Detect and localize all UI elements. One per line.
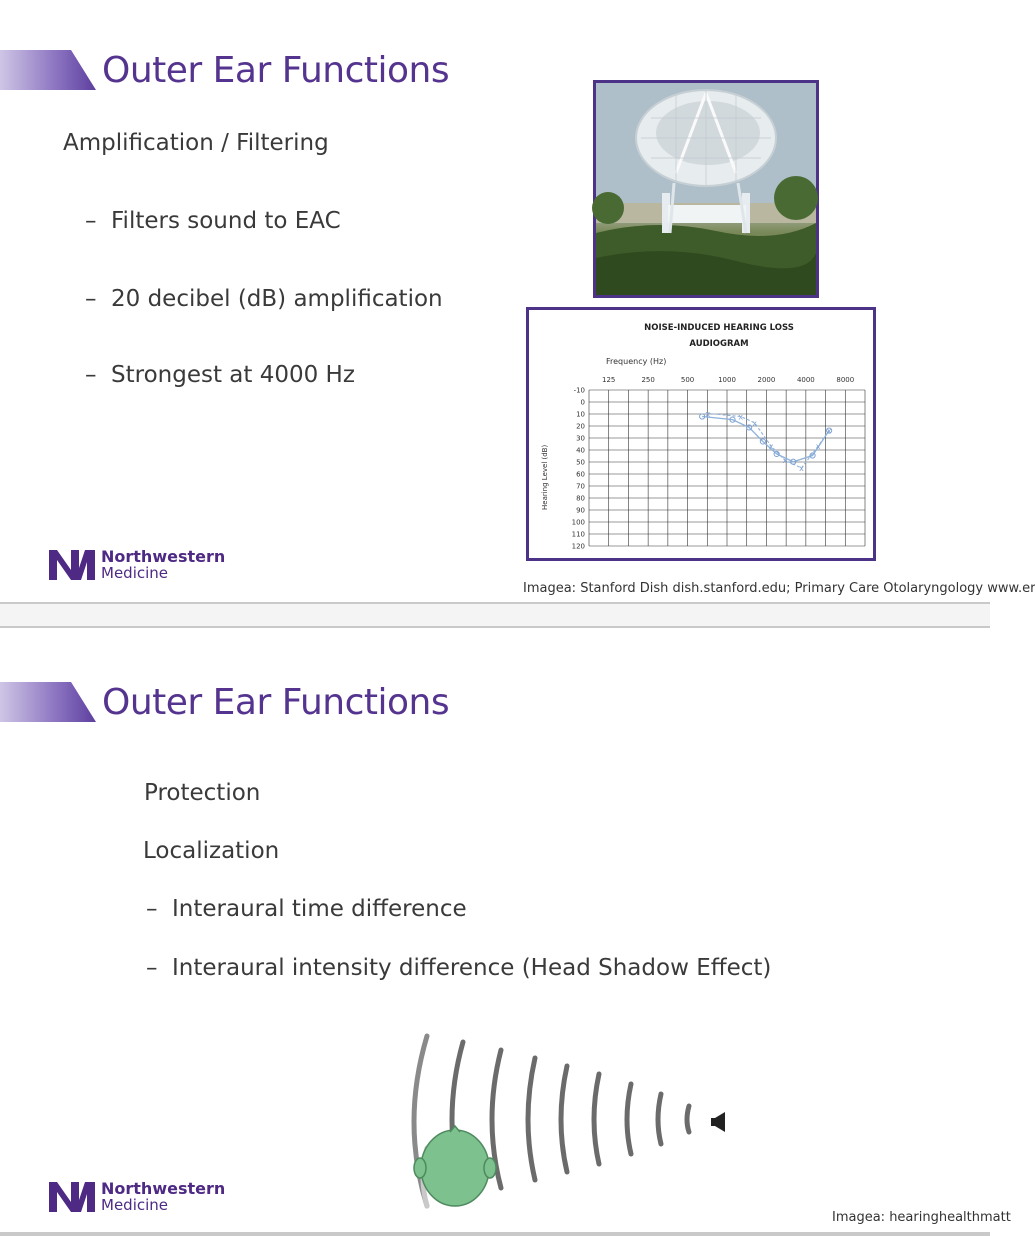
audiogram-title-1: NOISE-INDUCED HEARING LOSS bbox=[644, 323, 794, 333]
audiogram-point: x bbox=[799, 464, 804, 473]
audiogram-figure bbox=[526, 307, 876, 561]
bullet-item bbox=[85, 208, 341, 234]
logo-name: Northwestern bbox=[101, 547, 226, 566]
bullet-text: 20 decibel (dB) amplification bbox=[111, 286, 443, 312]
northwestern-medicine-logo bbox=[49, 1181, 225, 1213]
level-tick-label: 100 bbox=[571, 518, 585, 527]
bullet-text: Interaural time difference bbox=[172, 896, 467, 922]
bullet-item bbox=[85, 286, 443, 312]
level-tick-label: 50 bbox=[576, 458, 585, 467]
list-item: Localization bbox=[143, 838, 280, 864]
audiogram-point: x bbox=[738, 412, 744, 422]
audiogram-curve bbox=[700, 409, 832, 473]
level-tick-label: 110 bbox=[571, 530, 585, 539]
bullet-text: Interaural intensity difference (Head Shadow Effect) bbox=[172, 955, 772, 981]
audiogram-grid bbox=[589, 390, 865, 546]
logo-sub: Medicine bbox=[101, 1196, 169, 1214]
audiogram-line-left bbox=[708, 413, 829, 468]
bullet-dash: – bbox=[85, 286, 97, 312]
level-tick-label: 30 bbox=[576, 434, 585, 443]
frequency-tick-label: 125 bbox=[602, 376, 616, 384]
image-caption: Imagea: hearinghealthmatt bbox=[832, 1210, 1011, 1225]
slide-2 bbox=[0, 628, 1011, 1234]
bottom-border bbox=[0, 1232, 990, 1236]
audiogram-title-2: AUDIOGRAM bbox=[689, 339, 749, 349]
head-shadow-illustration bbox=[405, 1028, 745, 1218]
northwestern-medicine-logo bbox=[49, 549, 225, 581]
bullet-dash: – bbox=[85, 208, 97, 234]
dish-illustration bbox=[596, 83, 816, 295]
logo-sub: Medicine bbox=[101, 564, 169, 582]
level-tick-label: -10 bbox=[573, 386, 585, 395]
frequency-tick-label: 8000 bbox=[836, 376, 855, 384]
level-tick-label: 10 bbox=[576, 410, 585, 419]
level-tick-label: 0 bbox=[580, 398, 585, 407]
audiogram-point: x bbox=[752, 418, 757, 428]
frequency-tick-label: 500 bbox=[680, 376, 695, 384]
bullet-item bbox=[146, 896, 467, 922]
audiogram-point: x bbox=[782, 456, 788, 466]
level-tick-label: 20 bbox=[576, 422, 585, 431]
audiogram-point: x bbox=[705, 409, 711, 419]
level-tick-label: 90 bbox=[576, 506, 585, 515]
slide-separator bbox=[0, 602, 990, 628]
frequency-tick-label: 4000 bbox=[796, 376, 815, 384]
image-caption: Imagea: Stanford Dish dish.stanford.edu; Primary Care Otolaryngology www.er bbox=[523, 581, 1035, 596]
level-tick-label: 80 bbox=[576, 494, 585, 503]
nm-logo-icon bbox=[49, 550, 95, 580]
title-accent-bar bbox=[0, 682, 96, 722]
slide-title: Outer Ear Functions bbox=[102, 682, 450, 723]
logo-name: Northwestern bbox=[101, 1179, 226, 1198]
level-tick-label: 120 bbox=[571, 542, 585, 551]
bullet-item bbox=[85, 362, 355, 388]
frequency-tick-label: 250 bbox=[641, 376, 655, 384]
title-accent-bar bbox=[0, 50, 96, 90]
bullet-dash: – bbox=[85, 362, 97, 388]
bullet-dash: – bbox=[146, 896, 158, 922]
frequency-tick-label: 1000 bbox=[718, 376, 736, 384]
bullet-item bbox=[146, 955, 771, 981]
speaker-icon bbox=[711, 1112, 725, 1132]
bullet-dash: – bbox=[146, 955, 158, 981]
bullet-text: Strongest at 4000 Hz bbox=[111, 362, 355, 388]
level-tick-label: 40 bbox=[576, 446, 585, 455]
frequency-axis-label: Frequency (Hz) bbox=[606, 357, 667, 366]
audiogram-chart bbox=[529, 310, 873, 558]
level-tick-label: 60 bbox=[576, 470, 585, 479]
slide-1 bbox=[0, 0, 1035, 602]
audiogram-point: x bbox=[768, 442, 774, 452]
hearing-level-axis-label: Hearing Level (dB) bbox=[541, 444, 549, 510]
slide-title: Outer Ear Functions bbox=[102, 50, 450, 91]
audiogram-point: x bbox=[826, 426, 832, 436]
frequency-tick-label: 2000 bbox=[757, 376, 776, 384]
list-item: Protection bbox=[144, 780, 261, 806]
nm-logo-icon bbox=[49, 1182, 95, 1212]
section-heading: Amplification / Filtering bbox=[63, 130, 329, 156]
level-tick-label: 70 bbox=[576, 482, 585, 491]
audiogram-point: x bbox=[815, 442, 821, 452]
bullet-text: Filters sound to EAC bbox=[111, 208, 341, 234]
radio-telescope-photo bbox=[593, 80, 819, 298]
